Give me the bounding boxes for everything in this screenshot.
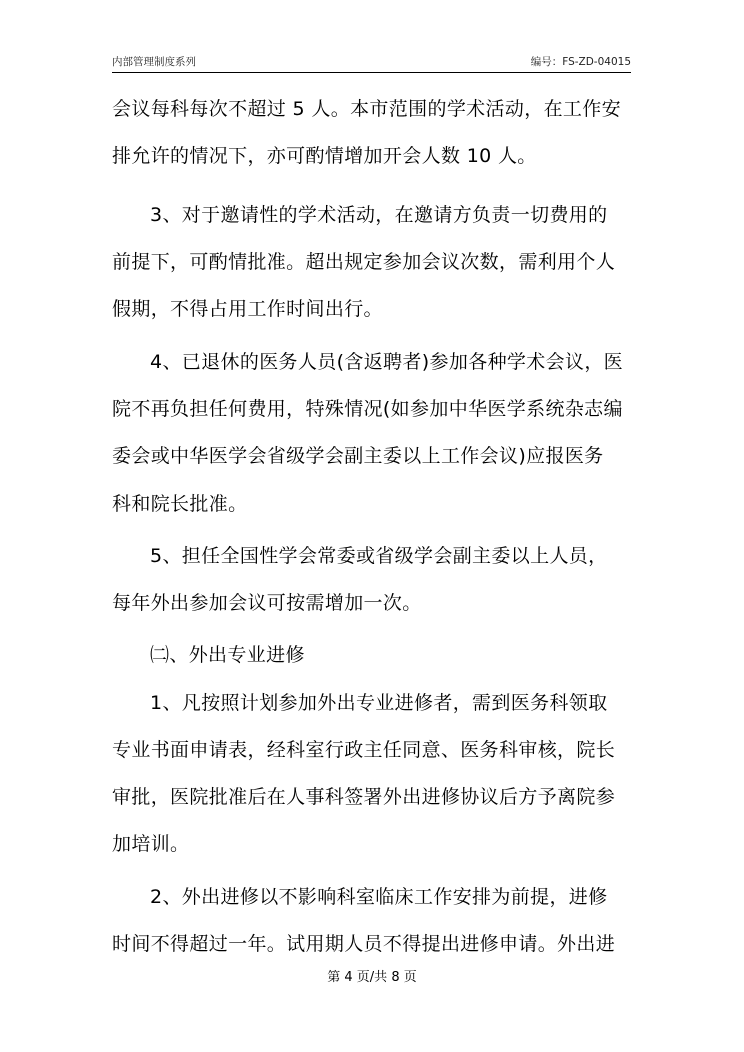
page-header — [112, 54, 631, 73]
body-text-line: 排允许的情况下，亦可酌情增加开会人数 10 人。 — [112, 145, 537, 167]
paragraph-first-line: 4、已退休的医务人员(含返聘者)参加各种学术会议，医 — [150, 351, 624, 373]
body-text-line: 院不再负担任何费用，特殊情况(如参加中华医学系统杂志编 — [112, 398, 623, 420]
body-text-line: 前提下，可酌情批准。超出规定参加会议次数，需利用个人 — [112, 251, 616, 273]
page-number: 第 4 页/共 8 页 — [327, 970, 417, 985]
header-document-code: 编号：FS-ZD-04015 — [530, 56, 631, 68]
body-text-line: 审批，医院批准后在人事科签署外出进修协议后方予离院参 — [112, 786, 616, 808]
paragraph-first-line: 2、外出进修以不影响科室临床工作安排为前提，进修 — [150, 886, 608, 908]
body-text-line: 每年外出参加会议可按需增加一次。 — [112, 592, 422, 614]
body-text-line: 假期，不得占用工作时间出行。 — [112, 298, 383, 320]
paragraph-first-line: 3、对于邀请性的学术活动，在邀请方负责一切费用的 — [150, 204, 608, 226]
paragraph-first-line: 1、凡按照计划参加外出专业进修者，需到医务科领取 — [150, 692, 608, 714]
body-text-line: 加培训。 — [112, 833, 190, 855]
body-text-line: 科和院长批准。 — [112, 493, 248, 515]
header-series-label: 内部管理制度系列 — [112, 56, 196, 68]
body-text-line: 时间不得超过一年。试用期人员不得提出进修申请。外出进 — [112, 933, 616, 955]
body-text-line: 会议每科每次不超过 5 人。本市范围的学术活动，在工作安 — [112, 98, 621, 120]
section-heading: ㈡、外出专业进修 — [150, 644, 305, 666]
paragraph-first-line: 5、担任全国性学会常委或省级学会副主委以上人员， — [150, 545, 608, 567]
body-text-line: 委会或中华医学会省级学会副主委以上工作会议)应报医务 — [112, 445, 604, 467]
body-text-line: 专业书面申请表，经科室行政主任同意、医务科审核，院长 — [112, 739, 616, 761]
